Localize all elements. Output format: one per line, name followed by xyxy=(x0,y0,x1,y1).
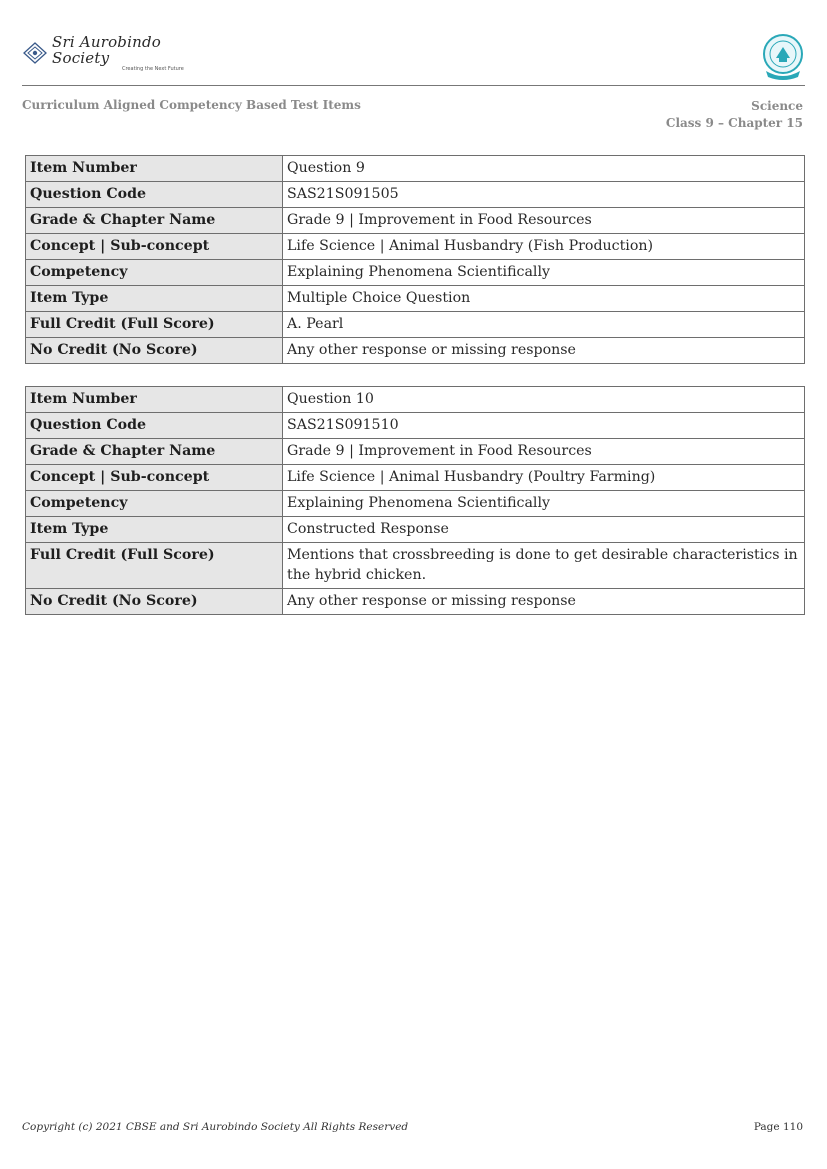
table-row xyxy=(26,286,805,312)
row-value: Question 9 xyxy=(283,156,805,182)
row-value: Explaining Phenomena Scientifically xyxy=(283,491,805,517)
row-value: Any other response or missing response xyxy=(283,338,805,364)
table-row xyxy=(26,439,805,465)
header-divider xyxy=(22,85,805,86)
table-row xyxy=(26,338,805,364)
row-value: SAS21S091505 xyxy=(283,182,805,208)
sri-aurobindo-society-logo xyxy=(22,32,192,72)
row-key: Question Code xyxy=(26,413,283,439)
row-key: Item Number xyxy=(26,156,283,182)
class-chapter-label: Class 9 – Chapter 15 xyxy=(665,116,803,130)
row-key: Grade & Chapter Name xyxy=(26,208,283,234)
table-row xyxy=(26,413,805,439)
row-value: Life Science | Animal Husbandry (Poultry Farming) xyxy=(283,465,805,491)
table-row xyxy=(26,387,805,413)
subject-block xyxy=(666,98,803,132)
row-value: Constructed Response xyxy=(283,517,805,543)
row-value: Any other response or missing response xyxy=(283,589,805,615)
row-value: Explaining Phenomena Scientifically xyxy=(283,260,805,286)
document-title: Curriculum Aligned Competency Based Test Items xyxy=(22,98,361,112)
row-key: No Credit (No Score) xyxy=(26,338,283,364)
row-value: Mentions that crossbreeding is done to get desirable characteristics in the hybrid chicken. xyxy=(283,543,805,589)
item-table-question-9 xyxy=(25,155,805,364)
row-value: Life Science | Animal Husbandry (Fish Production) xyxy=(283,234,805,260)
table-row xyxy=(26,234,805,260)
row-key: No Credit (No Score) xyxy=(26,589,283,615)
copyright-notice: Copyright (c) 2021 CBSE and Sri Aurobindo Society All Rights Reserved xyxy=(22,1121,409,1133)
table-row xyxy=(26,156,805,182)
row-key: Grade & Chapter Name xyxy=(26,439,283,465)
logo-wordmark: Sri Aurobindo Society xyxy=(52,32,161,67)
row-key: Item Type xyxy=(26,286,283,312)
row-value: Grade 9 | Improvement in Food Resources xyxy=(283,439,805,465)
table-row xyxy=(26,491,805,517)
row-key: Competency xyxy=(26,260,283,286)
table-row xyxy=(26,208,805,234)
table-row xyxy=(26,312,805,338)
table-row xyxy=(26,465,805,491)
table-row xyxy=(26,517,805,543)
society-emblem-icon xyxy=(22,41,48,65)
table-row xyxy=(26,589,805,615)
table-row xyxy=(26,182,805,208)
row-value: Question 10 xyxy=(283,387,805,413)
page-number: Page 110 xyxy=(753,1121,803,1133)
row-key: Competency xyxy=(26,491,283,517)
table-row xyxy=(26,260,805,286)
row-key: Concept | Sub-concept xyxy=(26,234,283,260)
row-key: Question Code xyxy=(26,182,283,208)
row-value: A. Pearl xyxy=(283,312,805,338)
row-key: Item Type xyxy=(26,517,283,543)
cbse-emblem-icon xyxy=(760,33,806,83)
logo-tagline: Creating the Next Future xyxy=(122,65,184,72)
row-value: Grade 9 | Improvement in Food Resources xyxy=(283,208,805,234)
row-key: Concept | Sub-concept xyxy=(26,465,283,491)
row-value: SAS21S091510 xyxy=(283,413,805,439)
item-table-question-10 xyxy=(25,386,805,615)
row-key: Full Credit (Full Score) xyxy=(26,312,283,338)
subject-label: Science xyxy=(751,99,803,113)
table-row xyxy=(26,543,805,589)
row-value: Multiple Choice Question xyxy=(283,286,805,312)
row-key: Item Number xyxy=(26,387,283,413)
row-key: Full Credit (Full Score) xyxy=(26,543,283,589)
